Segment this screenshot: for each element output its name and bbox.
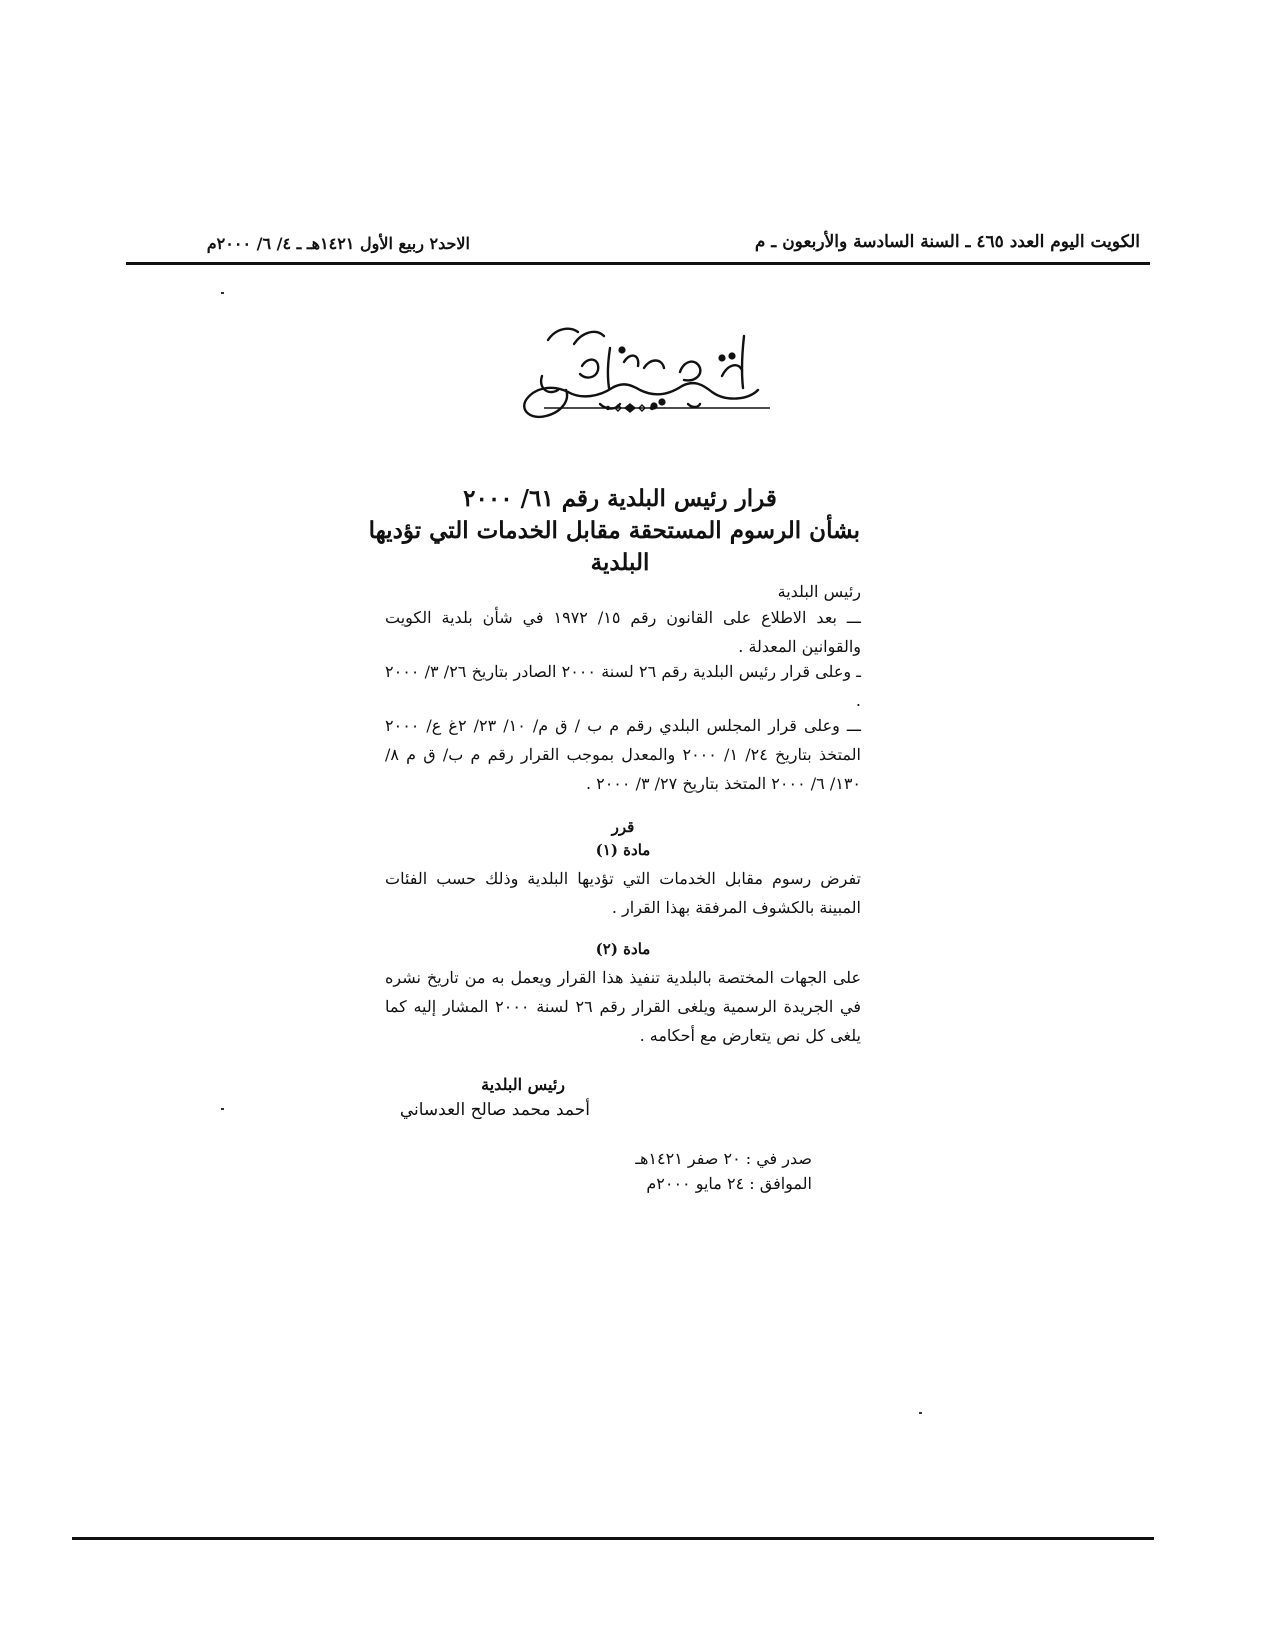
preamble-clause-2: ـ وعلى قرار رئيس البلدية رقم ٢٦ لسنة ٢٠٠٠ الصادر بتاريخ ٢٦/ ٣/ ٢٠٠٠ . xyxy=(385,662,861,710)
preamble-clause-1: ـــ بعد الاطلاع على القانون رقم ١٥/ ١٩٧٢ في شأن بلدية الكويت والقوانين المعدلة . xyxy=(385,608,861,656)
decision-label: قرر xyxy=(611,818,635,836)
kuwait-municipality-calligraphy-logo-icon xyxy=(512,318,802,443)
article-2-text: على الجهات المختصة بالبلدية تنفيذ هذا القرار ويعمل به من تاريخ نشره في الجريدة الرسمية ويلغى القرار رقم ٢٦ لسنة ٢٠٠٠ المشار إليه كما يلغى كل نص يتعارض مع أحكامه . xyxy=(385,968,862,1045)
signature-name: أحمد محمد صالح العدساني xyxy=(399,1100,590,1120)
footer-divider xyxy=(72,1537,1154,1540)
scan-speck xyxy=(221,1108,224,1110)
decision-subject: بشأن الرسوم المستحقة مقابل الخدمات التي تؤديها xyxy=(368,517,860,544)
gazette-issue-info: الكويت اليوم العدد ٤٦٥ ـ السنة السادسة والأربعون ـ م xyxy=(754,232,1140,252)
article-2-title: مادة (٢) xyxy=(595,940,651,958)
issued-hijri-date: صدر في : ٢٠ صفر ١٤٢١هـ xyxy=(635,1149,812,1168)
preamble-clause-3: ـــ وعلى قرار المجلس البلدي رقم م ب / ق م/ ١٠/ ٢٣/ ٢غ ع/ ٢٠٠٠ المتخذ بتاريخ ٢٤/ ١/ ٢٠٠٠ والمعدل بموجب القرار رقم م ب/ ق م ٨/ ١٣٠/ ٦/ ٢٠٠٠ المتخذ بتاريخ ٢٧/ ٣/ ٢٠٠٠ . xyxy=(385,716,861,793)
signature-role: رئيس البلدية xyxy=(481,1075,565,1094)
gazette-date: الاحد٢ ربيع الأول ١٤٢١هـ ـ ٤/ ٦/ ٢٠٠٠م xyxy=(206,234,470,253)
scan-speck xyxy=(221,292,224,294)
scan-speck xyxy=(919,1412,922,1414)
decision-subject-continued: البلدية xyxy=(590,549,650,576)
issuer-heading: رئيس البلدية xyxy=(777,582,861,601)
decision-title: قرار رئيس البلدية رقم ٦١/ ٢٠٠٠ xyxy=(463,485,777,512)
header-divider xyxy=(126,262,1150,265)
article-1-title: مادة (١) xyxy=(595,841,651,859)
article-1-text: تفرض رسوم مقابل الخدمات التي تؤديها البلدية وذلك حسب الفئات المبينة بالكشوف المرفقة بهذا القرار . xyxy=(385,869,861,917)
issued-gregorian-date: الموافق : ٢٤ مايو ٢٠٠٠م xyxy=(646,1174,812,1193)
